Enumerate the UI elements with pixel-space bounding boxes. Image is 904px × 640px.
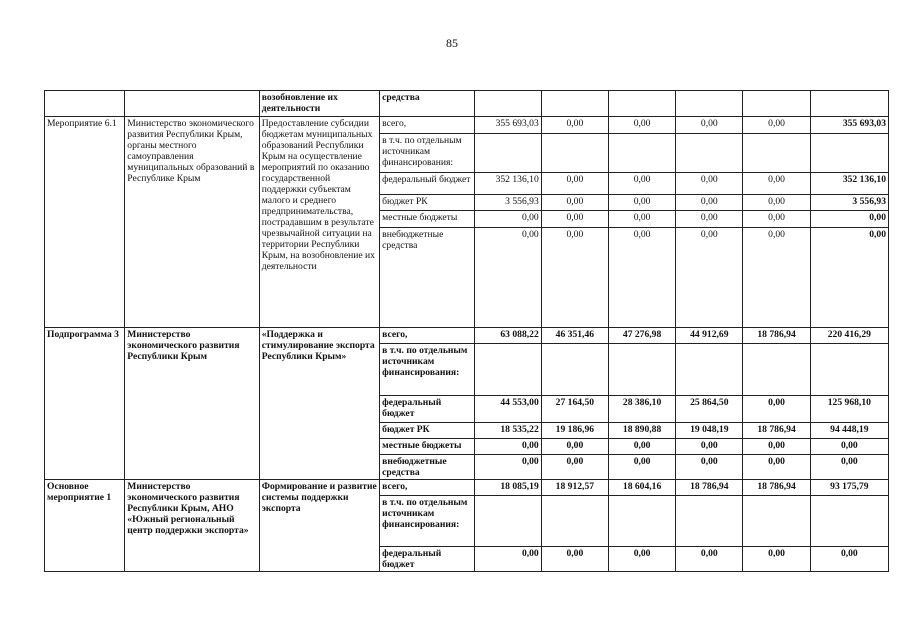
value-cell: 18 786,94: [676, 480, 743, 496]
value-cell: 44 912,69: [676, 328, 743, 344]
value-cell: [541, 496, 608, 547]
value-cell: 0,00: [743, 173, 810, 195]
source-cell: внебюджетные средства: [380, 228, 474, 328]
value-cell: [608, 91, 675, 117]
value-cell: 0,00: [541, 117, 608, 134]
table-row: [45, 117, 889, 134]
value-cell: 0,00: [743, 195, 810, 211]
value-cell: 0,00: [608, 547, 675, 572]
value-cell: 0,00: [474, 211, 541, 228]
value-cell: 18 085,19: [474, 480, 541, 496]
value-cell: 46 351,46: [541, 328, 608, 344]
source-cell: федеральный бюджет: [380, 547, 474, 572]
value-cell: 44 553,00: [474, 396, 541, 423]
value-cell: 0,00: [743, 396, 810, 423]
value-cell: [743, 496, 810, 547]
value-cell: 0,00: [474, 439, 541, 455]
executor-cell: Министерство экономического развития Республики Крым: [125, 328, 259, 480]
value-cell: [676, 344, 743, 396]
source-cell: бюджет РК: [380, 423, 474, 439]
value-cell: [541, 91, 608, 117]
name-cell: Подпрограмма 3: [45, 328, 125, 480]
page-number: 85: [446, 36, 458, 50]
value-cell: 47 276,98: [608, 328, 675, 344]
source-cell: всего,: [380, 117, 474, 134]
value-cell: 63 088,22: [474, 328, 541, 344]
value-cell: [474, 91, 541, 117]
value-cell: [474, 496, 541, 547]
value-cell: 27 164,50: [541, 396, 608, 423]
value-cell: [743, 134, 810, 173]
source-cell: всего,: [380, 328, 474, 344]
value-cell: 0,00: [676, 211, 743, 228]
value-cell: 94 448,19: [810, 423, 888, 439]
value-cell: [608, 134, 675, 173]
program-table: [44, 90, 889, 572]
value-cell: [743, 91, 810, 117]
table-row: [45, 91, 889, 117]
source-cell: в т.ч. по отдельным источникам финансирования:: [380, 134, 474, 173]
value-cell: 0,00: [743, 228, 810, 328]
value-cell: [810, 344, 888, 396]
source-cell: в т.ч. по отдельным источникам финансирования:: [380, 344, 474, 396]
executor-cell: Министерство экономического развития Республики Крым, АНО «Южный региональный центр поддержки экспорта»: [125, 480, 259, 572]
value-cell: 0,00: [810, 439, 888, 455]
value-cell: 0,00: [608, 173, 675, 195]
value-cell: 0,00: [608, 439, 675, 455]
value-cell: 0,00: [474, 228, 541, 328]
source-cell: местные бюджеты: [380, 439, 474, 455]
value-cell: 0,00: [541, 195, 608, 211]
value-cell: 355 693,03: [474, 117, 541, 134]
value-cell: 0,00: [608, 195, 675, 211]
source-cell: местные бюджеты: [380, 211, 474, 228]
value-cell: 0,00: [743, 547, 810, 572]
value-cell: 0,00: [676, 439, 743, 455]
description-cell: Предоставление субсидии бюджетам муниципальных образований Республики Крым на осуществление мероприятий по оказанию государственной поддержки субъектам малого и среднего предпринимательства, пострадавшим в результате чрезвычайной ситуации на территории Республики Крым, на возобновление их деятельности: [259, 117, 379, 328]
value-cell: 18 786,94: [743, 423, 810, 439]
value-cell: 0,00: [608, 117, 675, 134]
value-cell: [743, 344, 810, 396]
description-cell: Формирование и развитие системы поддержки экспорта: [259, 480, 379, 572]
source-cell: бюджет РК: [380, 195, 474, 211]
name-cell: Мероприятие 6.1: [45, 117, 125, 328]
value-cell: [474, 344, 541, 396]
value-cell: [541, 344, 608, 396]
source-cell: всего,: [380, 480, 474, 496]
value-cell: 25 864,50: [676, 396, 743, 423]
value-cell: 0,00: [608, 455, 675, 480]
value-cell: 0,00: [541, 211, 608, 228]
value-cell: [810, 134, 888, 173]
value-cell: 0,00: [810, 228, 888, 328]
value-cell: 0,00: [541, 547, 608, 572]
name-cell: [45, 91, 125, 117]
value-cell: 352 136,10: [474, 173, 541, 195]
value-cell: 0,00: [541, 173, 608, 195]
value-cell: 0,00: [676, 228, 743, 328]
value-cell: 28 386,10: [608, 396, 675, 423]
name-cell: Основное мероприятие 1: [45, 480, 125, 572]
value-cell: 0,00: [743, 117, 810, 134]
value-cell: [676, 134, 743, 173]
value-cell: 0,00: [743, 211, 810, 228]
source-cell: федеральный бюджет: [380, 396, 474, 423]
executor-cell: [125, 91, 259, 117]
value-cell: [810, 496, 888, 547]
executor-cell: Министерство экономического развития Республики Крым, органы местного самоуправления муниципальных образований в Республике Крым: [125, 117, 259, 328]
value-cell: 19 048,19: [676, 423, 743, 439]
value-cell: 352 136,10: [810, 173, 888, 195]
value-cell: 0,00: [608, 228, 675, 328]
table-row: [45, 480, 889, 496]
value-cell: 18 535,22: [474, 423, 541, 439]
value-cell: 0,00: [676, 547, 743, 572]
value-cell: 125 968,10: [810, 396, 888, 423]
value-cell: 0,00: [676, 455, 743, 480]
value-cell: 0,00: [541, 455, 608, 480]
value-cell: 0,00: [541, 439, 608, 455]
value-cell: 18 786,94: [743, 480, 810, 496]
value-cell: 0,00: [474, 455, 541, 480]
value-cell: 0,00: [676, 117, 743, 134]
value-cell: 18 786,94: [743, 328, 810, 344]
source-cell: в т.ч. по отдельным источникам финансирования:: [380, 496, 474, 547]
value-cell: 0,00: [743, 455, 810, 480]
value-cell: 18 604,16: [608, 480, 675, 496]
value-cell: 0,00: [676, 195, 743, 211]
value-cell: 355 693,03: [810, 117, 888, 134]
value-cell: 18 912,57: [541, 480, 608, 496]
value-cell: 0,00: [810, 547, 888, 572]
value-cell: 3 556,93: [810, 195, 888, 211]
value-cell: 3 556,93: [474, 195, 541, 211]
value-cell: [608, 496, 675, 547]
value-cell: 0,00: [810, 211, 888, 228]
value-cell: [474, 134, 541, 173]
value-cell: 0,00: [676, 173, 743, 195]
value-cell: 0,00: [474, 547, 541, 572]
value-cell: 0,00: [810, 455, 888, 480]
source-cell: федеральный бюджет: [380, 173, 474, 195]
description-cell: возобновление их деятельности: [259, 91, 379, 117]
value-cell: 0,00: [608, 211, 675, 228]
value-cell: 18 890,88: [608, 423, 675, 439]
table-row: [45, 328, 889, 344]
source-cell: внебюджетные средства: [380, 455, 474, 480]
value-cell: 0,00: [743, 439, 810, 455]
description-cell: «Поддержка и стимулирование экспорта Республики Крым»: [259, 328, 379, 480]
value-cell: 220 416,29: [810, 328, 888, 344]
value-cell: 93 175,79: [810, 480, 888, 496]
source-cell: средства: [380, 91, 474, 117]
value-cell: [676, 91, 743, 117]
value-cell: 19 186,96: [541, 423, 608, 439]
value-cell: [676, 496, 743, 547]
value-cell: [810, 91, 888, 117]
value-cell: 0,00: [541, 228, 608, 328]
value-cell: [608, 344, 675, 396]
value-cell: [541, 134, 608, 173]
